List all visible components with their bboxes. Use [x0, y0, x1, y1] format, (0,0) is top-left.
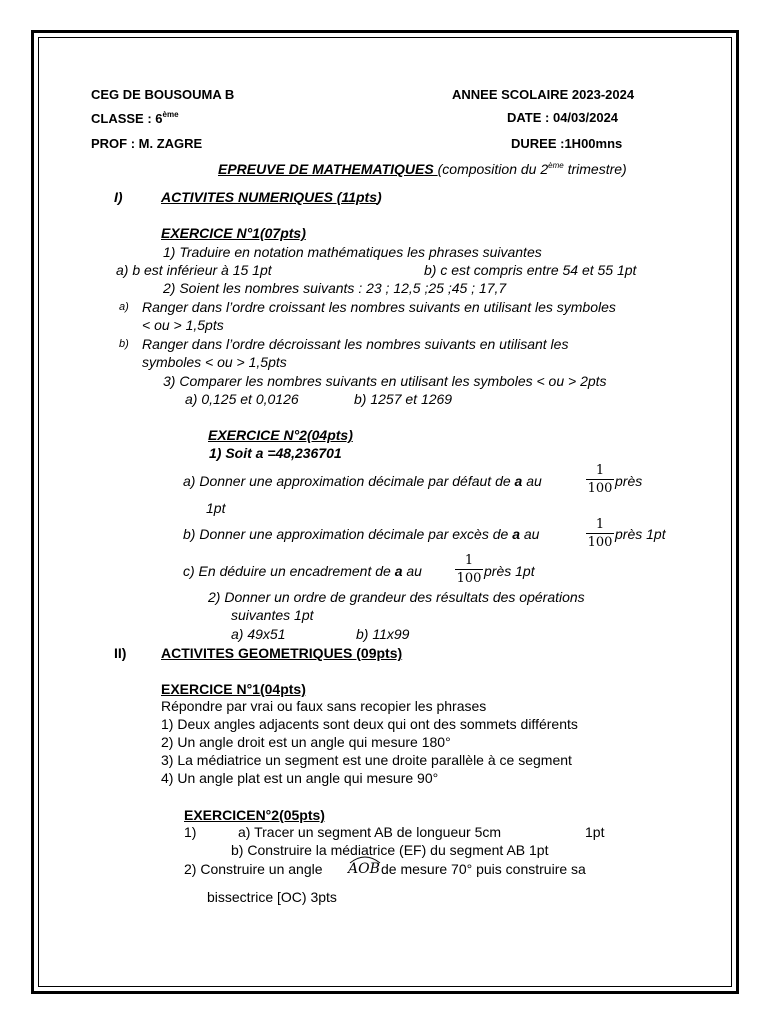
teacher-name: PROF : M. ZAGRE [91, 136, 203, 151]
geo-ex1-item: 1) Deux angles adjacents sont deux qui ont des sommets différents [161, 716, 578, 732]
geo-exercise2-title: EXERCICEN°2(05pts) [184, 807, 325, 823]
class-label: CLASSE : 6ème [91, 110, 179, 126]
fraction-1-100-a: $\frac{1}{100}$ [587, 463, 613, 496]
ex1-question3: 3) Comparer les nombres suivants en utilisant les symboles < ou > 2pts [163, 373, 607, 389]
ex1-question3a: a) 0,125 et 0,0126 [185, 391, 299, 407]
ex1-q2a-line2: < ou > 1,5pts [142, 317, 224, 333]
fraction-1-100-b: $\frac{1}{100}$ [587, 517, 613, 550]
exam-title: EPREUVE DE MATHEMATIQUES (composition du 2ème trimestre) [218, 161, 627, 177]
ex1-q2b-line2: symboles < ou > 1,5pts [142, 354, 287, 370]
geo-ex2-q1a: a) Tracer un segment AB de longueur 5cm [238, 824, 502, 840]
geo-ex1-intro: Répondre par vrai ou faux sans recopier les phrases [161, 698, 487, 714]
angle-aob: AOB [348, 861, 380, 877]
ex1-question1b: b) c est compris entre 54 et 55 1pt [424, 262, 637, 278]
ex2-question-a-points: 1pt [206, 500, 226, 516]
geo-ex2-q1b: b) Construire la médiatrice (EF) du segment AB 1pt [231, 842, 549, 858]
part1-numeral: I) [114, 189, 123, 205]
school-year: ANNEE SCOLAIRE 2023-2024 [452, 87, 635, 102]
ex1-question3b: b) 1257 et 1269 [354, 391, 453, 407]
geo-ex2-q1-number: 1) [184, 824, 197, 840]
ex2-question2-line2: suivantes 1pt [231, 607, 314, 623]
ex2-question-c: c) En déduire un encadrement de a au [183, 563, 422, 579]
ex2-question-c-end: près 1pt [484, 563, 535, 579]
ex1-q2b-line1: Ranger dans l’ordre décroissant les nombres suivants en utilisant les [142, 336, 569, 352]
exercise1-title: EXERCICE N°1(07pts) [161, 225, 306, 241]
ex2-question2b: b) 11x99 [356, 626, 410, 642]
ex2-question2-line1: 2) Donner un ordre de grandeur des résultats des opérations [208, 589, 585, 605]
ex1-q2b-marker: b) [119, 338, 129, 350]
ex2-question-b: b) Donner une approximation décimale par excès de a au [183, 526, 540, 542]
ex2-question-a: a) Donner une approximation décimale par défaut de a au [183, 473, 542, 489]
geo-exercise1-title: EXERCICE N°1(04pts) [161, 681, 306, 697]
ex2-question2a: a) 49x51 [231, 626, 286, 642]
exam-date: DATE : 04/03/2024 [507, 110, 619, 125]
part2-heading: ACTIVITES GEOMETRIQUES (09pts) [161, 645, 403, 661]
geo-ex2-q1a-points: 1pt [585, 824, 605, 840]
exam-duration: DUREE :1H00mns [511, 136, 623, 151]
school-name: CEG DE BOUSOUMA B [91, 87, 235, 102]
geo-ex2-q2-pre: 2) Construire un angle [184, 861, 323, 877]
ex2-question-a-end: près [615, 473, 643, 489]
fraction-1-100-c: $\frac{1}{100}$ [456, 553, 482, 586]
exercise2-title: EXERCICE N°2(04pts) [208, 427, 353, 443]
ex1-q2a-line1: Ranger dans l’ordre croissant les nombres suivants en utilisant les symboles [142, 299, 616, 315]
ex1-question2: 2) Soient les nombres suivants : 23 ; 12,5 ;25 ;45 ; 17,7 [163, 280, 507, 296]
ex1-q2a-marker: a) [119, 301, 129, 313]
geo-ex1-item: 3) La médiatrice un segment est une droite parallèle à ce segment [161, 752, 572, 768]
ex2-question-b-end: près 1pt [615, 526, 666, 542]
ex1-question1: 1) Traduire en notation mathématiques les phrases suivantes [163, 244, 542, 260]
geo-ex1-item: 4) Un angle plat est un angle qui mesure 90° [161, 770, 439, 786]
geo-ex2-q2-line2: bissectrice [OC) 3pts [207, 889, 337, 905]
part2-numeral: II) [114, 645, 127, 661]
ex1-question1a: a) b est inférieur à 15 1pt [116, 262, 272, 278]
geo-ex1-item: 2) Un angle droit est un angle qui mesure 180° [161, 734, 451, 750]
geo-ex2-q2-post: de mesure 70° puis construire sa [381, 861, 586, 877]
part1-heading: ACTIVITES NUMERIQUES (11pts) [161, 189, 382, 205]
ex2-question1: 1) Soit a =48,236701 [209, 445, 342, 461]
